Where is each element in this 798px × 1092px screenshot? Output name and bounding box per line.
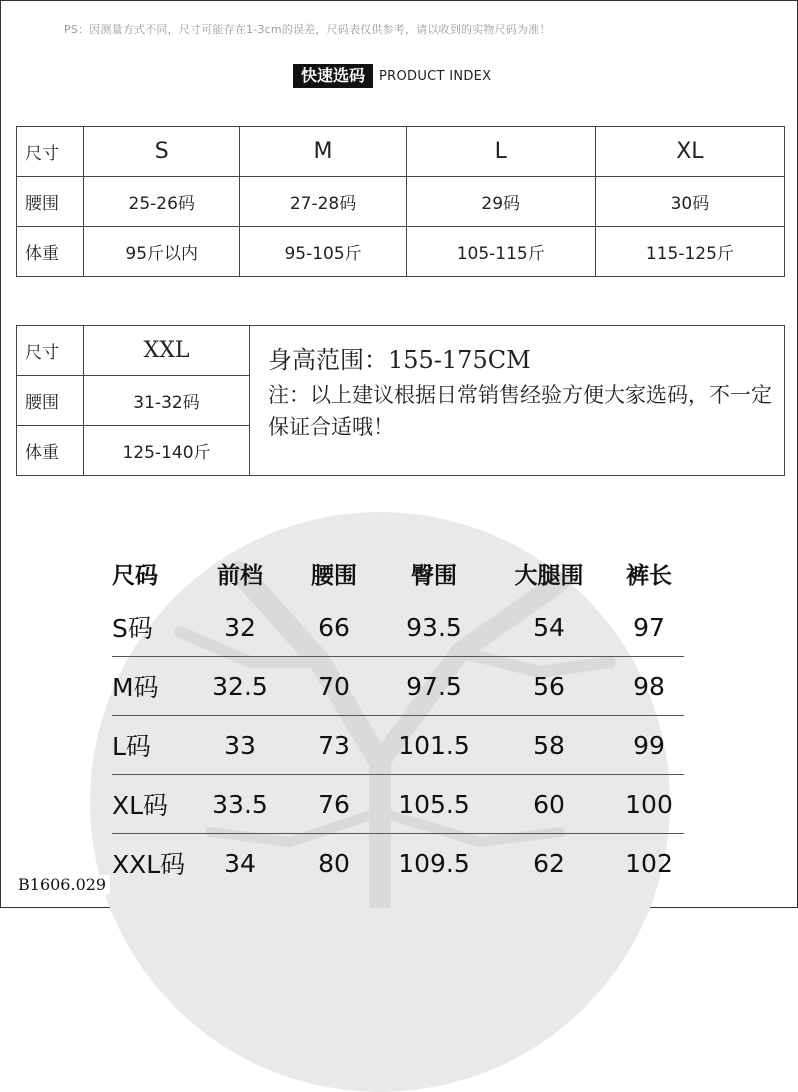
waist-l: 29码 bbox=[406, 177, 595, 227]
cell-length: 102 bbox=[625, 848, 673, 878]
header-waist: 腰围 bbox=[311, 562, 357, 589]
header-front-rise: 前档 bbox=[217, 562, 263, 589]
header-thigh: 大腿围 bbox=[514, 562, 584, 589]
cell-size: XXL码 bbox=[112, 850, 186, 879]
section-title bbox=[293, 64, 491, 88]
size-xl: XL bbox=[595, 127, 784, 177]
cell-front-rise: 32 bbox=[196, 598, 284, 657]
cell-thigh: 58 bbox=[484, 716, 614, 775]
row-label-waist: 腰围 bbox=[17, 376, 84, 426]
cell-waist: 66 bbox=[284, 598, 384, 657]
row-label-size: 尺寸 bbox=[17, 127, 84, 177]
cell-size: S码 bbox=[112, 598, 196, 657]
cell-thigh: 54 bbox=[484, 598, 614, 657]
title-cn: 快速选码 bbox=[293, 64, 373, 88]
cell-hip: 93.5 bbox=[384, 598, 484, 657]
cell-length: 99 bbox=[614, 716, 684, 775]
cell-length: 100 bbox=[614, 775, 684, 834]
cell-size: M码 bbox=[112, 657, 196, 716]
cell-thigh: 56 bbox=[484, 657, 614, 716]
table-row bbox=[112, 598, 684, 657]
cell-front-rise: 33 bbox=[196, 716, 284, 775]
size-table-main bbox=[16, 126, 785, 277]
title-en: PRODUCT INDEX bbox=[379, 68, 492, 84]
waist-s: 25-26码 bbox=[84, 177, 240, 227]
size-table-xxl bbox=[16, 325, 785, 476]
size-s: S bbox=[84, 127, 240, 177]
weight-m: 95-105斤 bbox=[240, 227, 406, 277]
cell-length: 98 bbox=[614, 657, 684, 716]
cell-front-rise: 34 bbox=[224, 848, 256, 878]
cell-hip: 101.5 bbox=[384, 716, 484, 775]
cell-size: L码 bbox=[112, 716, 196, 775]
size-m: M bbox=[240, 127, 406, 177]
measurement-note: PS：因测量方式不同，尺寸可能存在1-3cm的误差，尺码表仅供参考，请以收到的实物尺码为准！ bbox=[64, 23, 551, 36]
table-row bbox=[112, 834, 684, 893]
header-length: 裤长 bbox=[626, 562, 672, 589]
cell-front-rise: 33.5 bbox=[196, 775, 284, 834]
waist-m: 27-28码 bbox=[240, 177, 406, 227]
cell-hip: 97.5 bbox=[384, 657, 484, 716]
cell-thigh: 60 bbox=[484, 775, 614, 834]
cell-hip: 105.5 bbox=[384, 775, 484, 834]
row-label-size: 尺寸 bbox=[17, 326, 84, 376]
measurement-chart bbox=[112, 548, 684, 892]
cell-size: XL码 bbox=[112, 775, 196, 834]
weight-xxl: 125-140斤 bbox=[84, 426, 250, 476]
height-info bbox=[250, 326, 785, 476]
table-row bbox=[112, 716, 684, 775]
weight-l: 105-115斤 bbox=[406, 227, 595, 277]
weight-s: 95斤以内 bbox=[84, 227, 240, 277]
size-remark: 注：以上建议根据日常销售经验方便大家选码，不一定保证合适哦！ bbox=[268, 383, 772, 439]
cell-front-rise: 32.5 bbox=[196, 657, 284, 716]
cell-hip: 109.5 bbox=[398, 848, 470, 878]
size-l: L bbox=[406, 127, 595, 177]
cell-waist: 70 bbox=[284, 657, 384, 716]
row-label-weight: 体重 bbox=[17, 227, 84, 277]
cell-length: 97 bbox=[614, 598, 684, 657]
row-label-weight: 体重 bbox=[17, 426, 84, 476]
cell-thigh: 62 bbox=[533, 848, 565, 878]
row-label-waist: 腰围 bbox=[17, 177, 84, 227]
cell-waist: 73 bbox=[284, 716, 384, 775]
table-row bbox=[112, 657, 684, 716]
product-code: B1606.029 bbox=[14, 875, 110, 894]
size-xxl: XXL bbox=[84, 326, 250, 376]
header-hip: 臀围 bbox=[411, 562, 457, 589]
header-size: 尺码 bbox=[112, 562, 158, 589]
cell-waist: 80 bbox=[318, 848, 350, 878]
height-range: 身高范围：155-175CM bbox=[268, 346, 531, 374]
waist-xxl: 31-32码 bbox=[84, 376, 250, 426]
waist-xl: 30码 bbox=[595, 177, 784, 227]
weight-xl: 115-125斤 bbox=[595, 227, 784, 277]
table-row bbox=[112, 775, 684, 834]
cell-waist: 76 bbox=[284, 775, 384, 834]
